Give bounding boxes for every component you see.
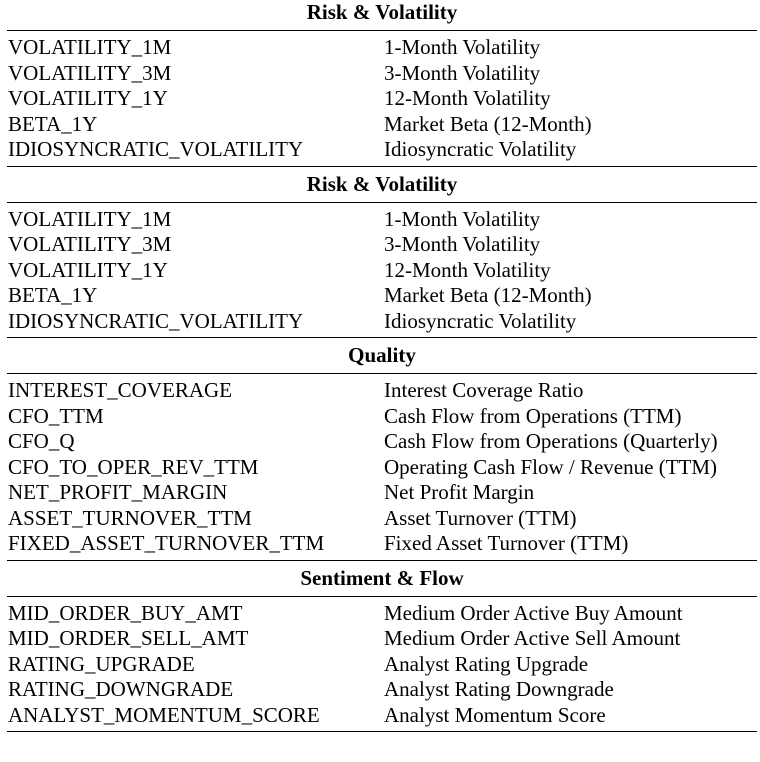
section-rows	[0, 597, 760, 732]
factor-description: Medium Order Active Buy Amount	[384, 600, 683, 625]
table-row	[0, 232, 760, 258]
factor-description: Net Profit Margin	[384, 480, 535, 504]
factor-description: 12-Month Volatility	[384, 257, 551, 282]
table-row	[0, 531, 760, 557]
factor-description: 3-Month Volatility	[384, 232, 541, 256]
table-row	[0, 626, 760, 652]
table-row	[0, 86, 760, 112]
factor-description: Operating Cash Flow / Revenue (TTM)	[384, 454, 718, 479]
table-row	[0, 703, 760, 729]
section-title: Quality	[348, 343, 416, 367]
factor-description: 1-Month Volatility	[384, 206, 541, 231]
table-row	[0, 112, 760, 138]
section-title: Risk & Volatility	[306, 171, 458, 196]
table-row	[0, 61, 760, 87]
factor-code: VOLATILITY_1M	[8, 206, 172, 231]
factor-code: FIXED_ASSET_TURNOVER_TTM	[8, 531, 325, 555]
factor-description: Interest Coverage Ratio	[384, 378, 584, 402]
table-row	[0, 404, 760, 430]
table-row	[0, 309, 760, 335]
section-divider	[7, 337, 757, 338]
section-title: Risk & Volatility	[306, 0, 458, 24]
table-row	[0, 652, 760, 678]
factor-code: MID_ORDER_BUY_AMT	[8, 600, 243, 625]
factor-description: Analyst Rating Upgrade	[384, 651, 589, 676]
factor-code: VOLATILITY_3M	[8, 60, 172, 85]
table-row	[0, 429, 760, 455]
table-row	[0, 137, 760, 163]
factor-code: MID_ORDER_SELL_AMT	[8, 626, 249, 650]
factor-description: Cash Flow from Operations (TTM)	[384, 403, 682, 428]
table-row	[0, 455, 760, 481]
factor-code: RATING_UPGRADE	[8, 651, 195, 676]
factor-description: Analyst Rating Downgrade	[384, 677, 614, 701]
table-bottom-rule	[7, 731, 757, 732]
factor-description: 12-Month Volatility	[384, 86, 551, 110]
factor-description: Market Beta (12-Month)	[384, 283, 592, 307]
factor-code: BETA_1Y	[8, 283, 98, 307]
factor-code: VOLATILITY_1M	[8, 35, 172, 59]
table-row	[0, 677, 760, 703]
section-quality	[0, 342, 760, 561]
factor-code: CFO_Q	[8, 429, 75, 453]
section-risk-volatility	[0, 0, 760, 167]
factor-code: IDIOSYNCRATIC_VOLATILITY	[8, 308, 304, 333]
section-divider	[7, 166, 757, 167]
factor-description: 3-Month Volatility	[384, 60, 541, 85]
factor-code: CFO_TTM	[8, 403, 104, 428]
table-row	[0, 601, 760, 627]
table-row	[0, 480, 760, 506]
factor-code: VOLATILITY_3M	[8, 232, 172, 256]
factor-code: BETA_1Y	[8, 111, 98, 136]
factor-description: Medium Order Active Sell Amount	[384, 626, 681, 650]
table-row	[0, 258, 760, 284]
table-row	[0, 283, 760, 309]
section-divider	[7, 560, 757, 561]
factor-description: Cash Flow from Operations (Quarterly)	[384, 429, 718, 453]
factor-code: ANALYST_MOMENTUM_SCORE	[8, 702, 320, 727]
factor-code: VOLATILITY_1Y	[8, 86, 168, 110]
section-risk-volatility-repeat	[0, 171, 760, 339]
factor-description: 1-Month Volatility	[384, 35, 541, 59]
factor-description: Fixed Asset Turnover (TTM)	[384, 531, 629, 555]
factor-description: Asset Turnover (TTM)	[384, 505, 577, 530]
section-title: Sentiment & Flow	[300, 565, 464, 590]
factor-code: NET_PROFIT_MARGIN	[8, 480, 228, 504]
table-row	[0, 506, 760, 532]
factor-code: INTEREST_COVERAGE	[8, 378, 232, 402]
table-row	[0, 35, 760, 61]
section-rows	[0, 203, 760, 338]
factor-code: CFO_TO_OPER_REV_TTM	[8, 454, 259, 479]
factor-description: Market Beta (12-Month)	[384, 111, 592, 136]
section-rows	[0, 374, 760, 560]
factor-code: RATING_DOWNGRADE	[8, 677, 234, 701]
factor-code: ASSET_TURNOVER_TTM	[8, 505, 252, 530]
factor-description: Analyst Momentum Score	[384, 702, 606, 727]
section-sentiment-flow	[0, 565, 760, 733]
factor-code: VOLATILITY_1Y	[8, 257, 168, 282]
factor-description: Idiosyncratic Volatility	[384, 308, 577, 333]
table-row	[0, 207, 760, 233]
factor-description: Idiosyncratic Volatility	[384, 137, 577, 161]
section-rows	[0, 31, 760, 166]
table-row	[0, 378, 760, 404]
factor-code: IDIOSYNCRATIC_VOLATILITY	[8, 137, 304, 161]
